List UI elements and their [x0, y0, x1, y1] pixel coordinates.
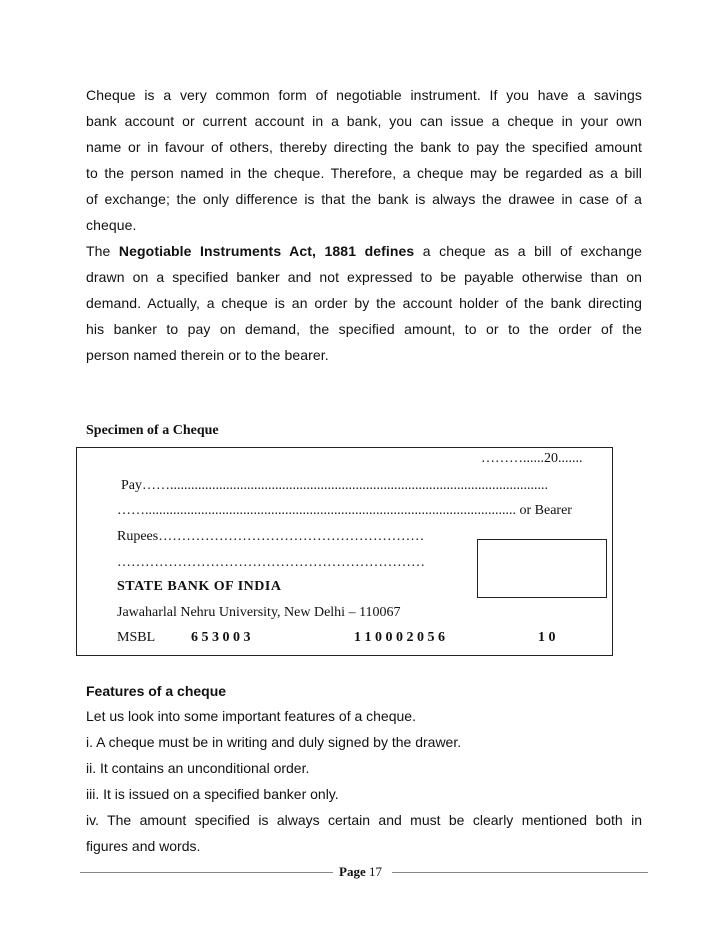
page-number-value: 17: [368, 864, 382, 879]
paragraph-line: to the person named in the cheque. Therefore, a cheque may be regarded as a bill: [86, 165, 642, 181]
feature-item: iv. The amount specified is always certain and must be clearly mentioned both in: [86, 812, 642, 828]
paragraph-text: a cheque as a bill of exchange: [414, 243, 642, 259]
paragraph-line: drawn on a specified banker and not expressed to be payable otherwise than on: [86, 269, 642, 285]
paragraph-line: his banker to pay on demand, the specified amount, to or to the order of the: [86, 321, 642, 337]
features-intro: Let us look into some important features of a cheque.: [86, 708, 416, 724]
bank-name: STATE BANK OF INDIA: [117, 579, 282, 594]
definition-paragraph: [86, 238, 642, 368]
cheque-date-line: ………......20.......: [481, 451, 583, 466]
page-label: Page: [339, 864, 366, 879]
cheque-bearer-line: …….......................................................................................................... or Bearer: [117, 503, 572, 518]
paragraph-line: demand. Actually, a cheque is an order by the account holder of the bank directing: [86, 295, 642, 311]
micr-code-bank: 1 1 0 0 0 2 0 5 6: [354, 630, 445, 645]
paragraph-line: of exchange; the only difference is that the bank is always the drawee in case of a: [86, 191, 642, 207]
amount-box: [477, 539, 607, 598]
micr-code-transaction: 1 0: [538, 630, 556, 645]
paragraph-line: bank account or current account in a bank, you can issue a cheque in your own: [86, 113, 642, 129]
paragraph-line: person named therein or to the bearer.: [86, 347, 329, 363]
act-name: Negotiable Instruments Act, 1881 defines: [118, 243, 415, 259]
paragraph-line: Cheque is a very common form of negotiable instrument. If you have a savings: [86, 87, 642, 103]
paragraph-line: name or in favour of others, thereby directing the bank to pay the specified amount: [86, 139, 642, 155]
cheque-rupees-line-2: …………………………………………………………: [117, 555, 425, 570]
micr-label: MSBL: [117, 630, 156, 645]
specimen-title: Specimen of a Cheque: [86, 423, 219, 438]
footer-rule-right: [392, 872, 648, 873]
micr-code-cheque-number: 6 5 3 0 0 3: [191, 630, 251, 645]
feature-item: ii. It contains an unconditional order.: [86, 760, 310, 776]
feature-item: iii. It is issued on a specified banker only.: [86, 786, 339, 802]
cheque-specimen: [76, 447, 613, 656]
cheque-rupees-line: Rupees…………………………………………………: [117, 529, 425, 544]
cheque-pay-line: Pay……............................................................................................................: [121, 478, 548, 493]
paragraph-line: cheque.: [86, 217, 137, 233]
page-footer: [80, 864, 648, 884]
feature-item-continued: figures and words.: [86, 838, 201, 854]
paragraph-text: The: [86, 243, 119, 259]
footer-rule-left: [80, 872, 333, 873]
intro-paragraph: [86, 82, 642, 238]
features-heading: Features of a cheque: [86, 683, 227, 699]
bank-address: Jawaharlal Nehru University, New Delhi – 110067: [117, 605, 401, 620]
paragraph-line: [86, 238, 642, 264]
feature-item: i. A cheque must be in writing and duly signed by the drawer.: [86, 734, 462, 750]
page-number: [339, 864, 382, 880]
